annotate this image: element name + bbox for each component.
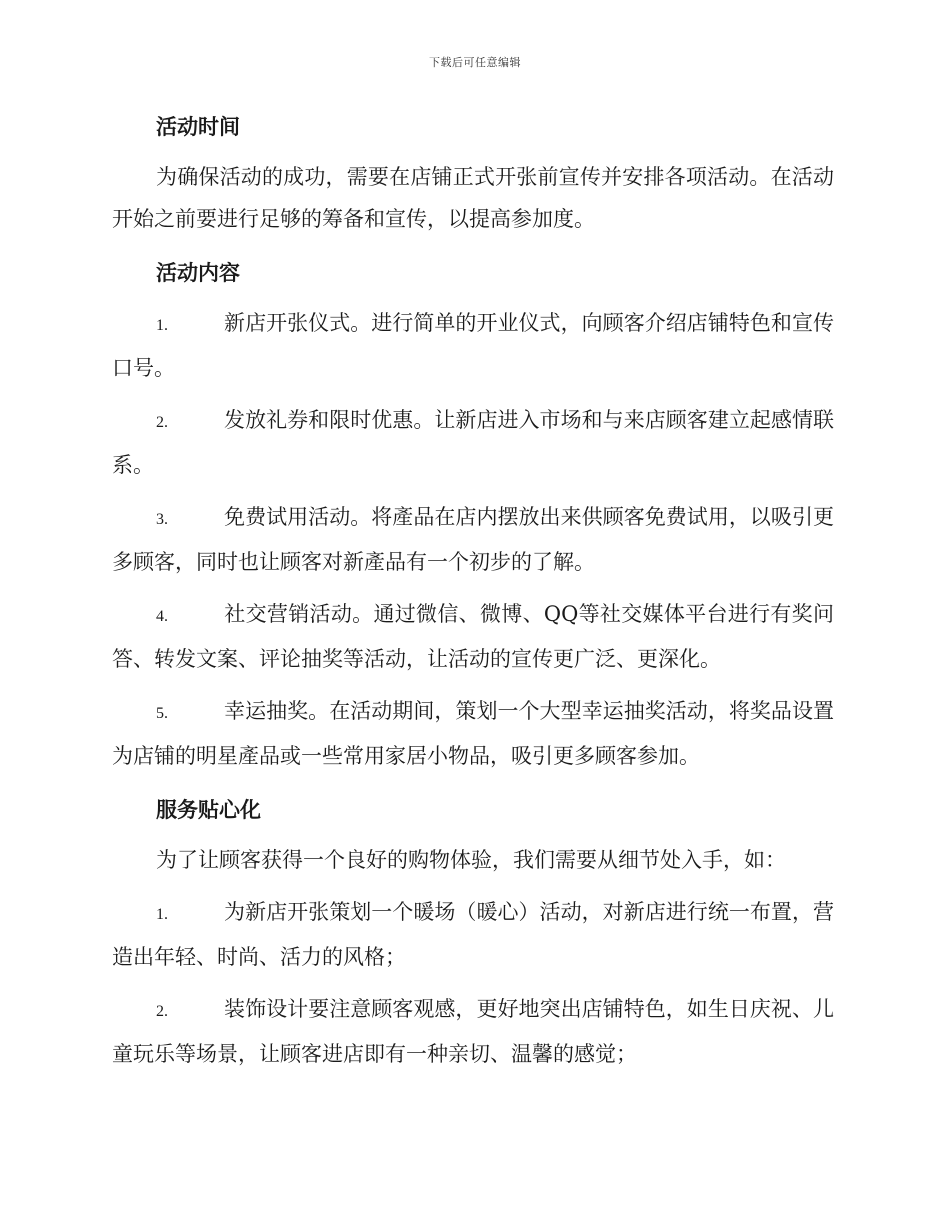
list-text: 免费试用活动。将產品在店内摆放出来供顾客免费试用，以吸引更多顾客，同时也让顾客对新產品有一个初步的了解。 xyxy=(112,505,834,574)
list-item xyxy=(112,496,834,583)
time-paragraph: 为确保活动的成功，需要在店铺正式开张前宣传并安排各项活动。在活动开始之前要进行足够的筹备和宣传，以提高参加度。 xyxy=(112,165,834,231)
section-heading-content: 活动内容 xyxy=(156,260,240,285)
list-item xyxy=(112,891,834,978)
list-item xyxy=(112,593,834,680)
list-item xyxy=(112,690,834,777)
list-text: 发放礼券和限时优惠。让新店进入市场和与来店顾客建立起感情联系。 xyxy=(112,408,834,477)
list-text: 社交营销活动。通过微信、微博、QQ等社交媒体平台进行有奖问答、转发文案、评论抽奖等活动，让活动的宣传更广泛、更深化。 xyxy=(112,602,834,671)
service-paragraph: 为了让顾客获得一个良好的购物体验，我们需要从细节处入手，如： xyxy=(156,848,786,872)
list-number: 1. xyxy=(156,317,168,334)
section-heading-time: 活动时间 xyxy=(156,114,240,139)
list-item xyxy=(112,399,834,486)
list-number: 2. xyxy=(156,1003,168,1020)
header-note: 下载后可任意编辑 xyxy=(429,56,521,69)
list-number: 3. xyxy=(156,511,168,528)
list-item xyxy=(112,988,834,1075)
list-text: 幸运抽奖。在活动期间，策划一个大型幸运抽奖活动，将奖品设置为店铺的明星產品或一些常用家居小物品，吸引更多顾客参加。 xyxy=(112,699,834,768)
list-text: 为新店开张策划一个暖场（暖心）活动，对新店进行统一布置，营造出年轻、时尚、活力的风格； xyxy=(112,900,834,969)
list-number: 1. xyxy=(156,906,168,923)
list-item xyxy=(112,302,834,389)
list-text: 新店开张仪式。进行简单的开业仪式，向顾客介绍店铺特色和宣传口号。 xyxy=(112,311,834,380)
section-heading-service: 服务贴心化 xyxy=(156,797,261,822)
document-body xyxy=(112,108,834,1081)
list-text: 装饰设计要注意顾客观感，更好地突出店铺特色，如生日庆祝、儿童玩乐等场景，让顾客进店即有一种亲切、温馨的感觉； xyxy=(112,997,834,1066)
list-number: 2. xyxy=(156,414,168,431)
list-number: 4. xyxy=(156,608,168,625)
list-number: 5. xyxy=(156,705,168,722)
